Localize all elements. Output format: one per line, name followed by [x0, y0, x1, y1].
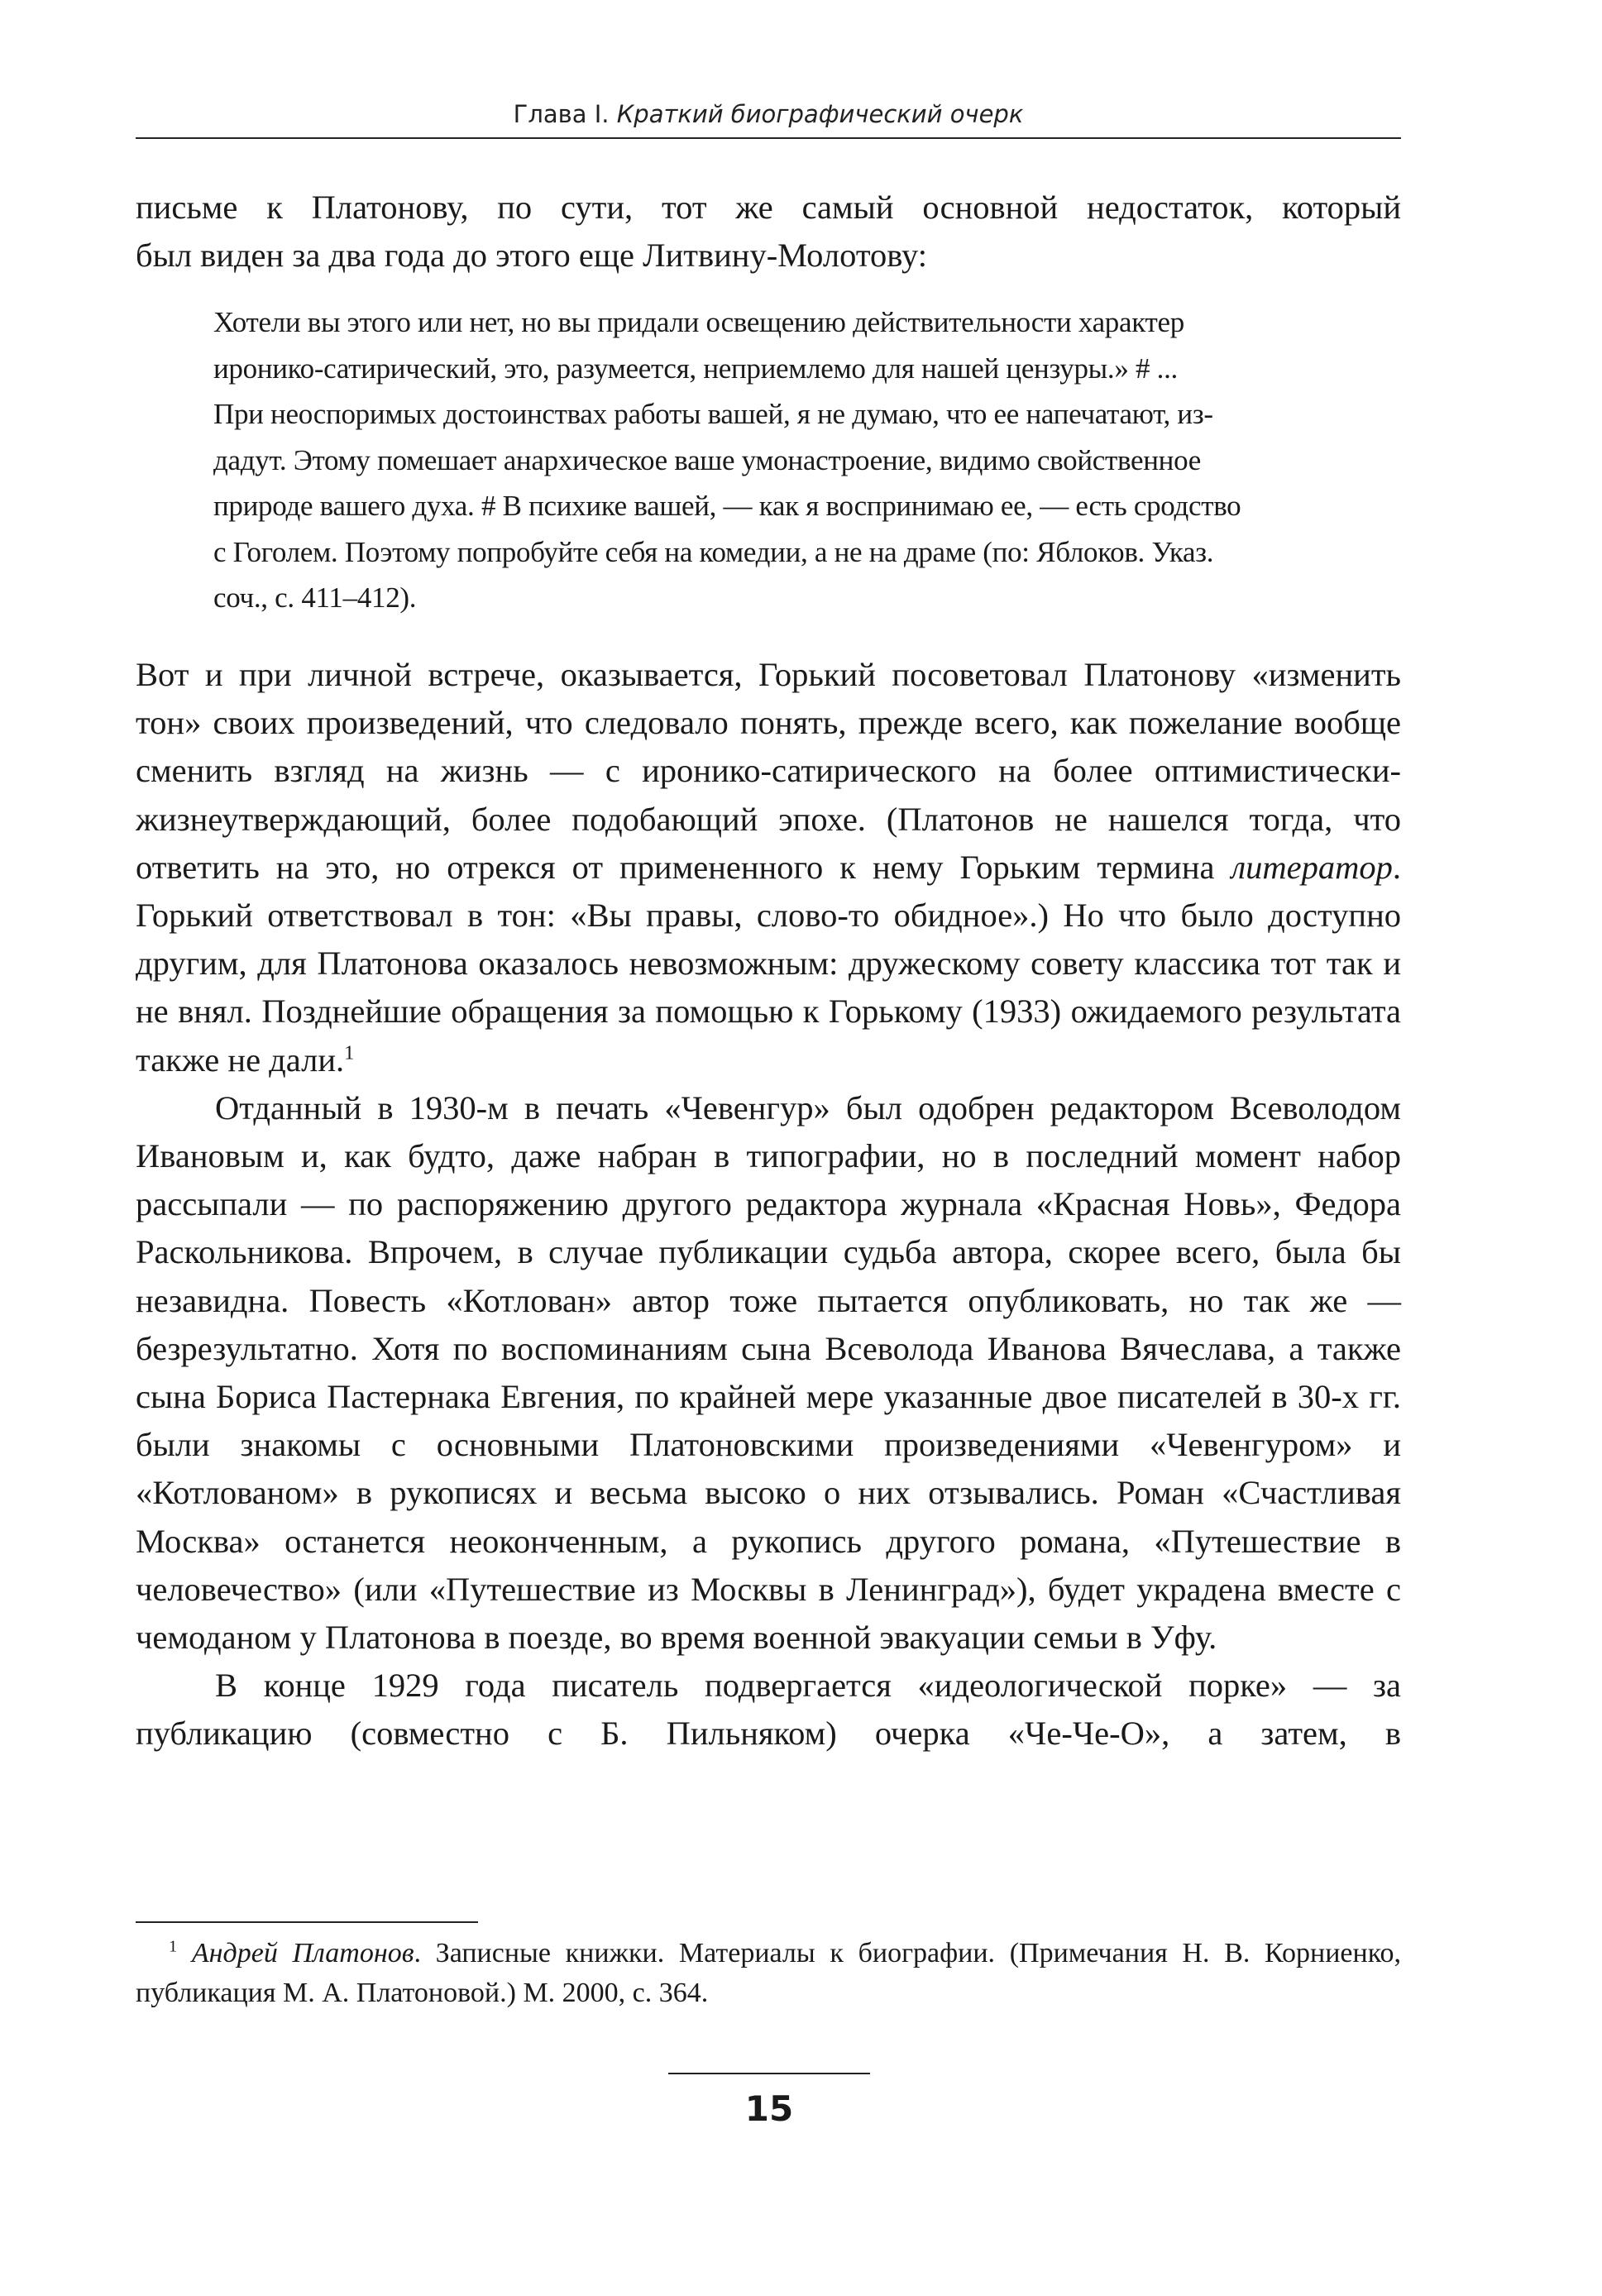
paragraph-gorky-meeting: [136, 651, 1401, 1084]
footnote-number: 1: [169, 1937, 178, 1956]
page-number: 15: [744, 2088, 794, 2129]
header-rule: [136, 137, 1401, 139]
body-text: [136, 651, 1401, 1758]
quote-line: Хотели вы этого или нет, но вы придали освещению действительности характер: [213, 306, 1184, 338]
footnote-rule: [136, 1921, 478, 1923]
intro-line: письме к Платонову, по сути, тот же самый основной недостаток, который: [136, 189, 1401, 226]
quote-line: дадут. Этому помешает анархическое ваше умонастроение, видимо свойственное: [213, 443, 1201, 476]
paragraph-text: Вот и при личной встрече, оказывается, Горький посоветовал Платонову «изменить тон» своих произведений, что следовало понять, прежде всего, как пожелание вообще сменить взгляд на жизнь — с иронико-сатирического на более оптимистически-жизнеутверждающий, более подобающий эпохе. (Платонов не нашелся тогда, что ответить на это, но отрекся от примененного к нему Горьким термина: [136, 656, 1401, 886]
paragraph-1929: В конце 1929 года писатель подвергается «идеологической порке» — за публикацию (совместно с Б. Пильняком) очерка «Че-Че-О», а затем, в: [136, 1667, 1401, 1753]
chapter-title: Краткий биографический очерк: [616, 100, 1024, 128]
quote-line: с Гоголем. Поэтому попробуйте себя на комедии, а не на драме (по: Яблоков. Указ.: [213, 535, 1214, 568]
footnote-author: Андрей Платонов: [191, 1938, 414, 1968]
quote-line: соч., с. 411–412).: [213, 581, 417, 614]
running-head: [136, 98, 1401, 131]
chapter-label: Глава I.: [513, 100, 610, 128]
footnote-text: . Записные книжки. Материалы к биографии. (Примечания Н. В. Корниенко, публикация М. А. Платоновой.) М. 2000, с. 364.: [136, 1938, 1402, 2008]
intro-line: был виден за два года до этого еще Литвину-Молотову:: [136, 237, 927, 275]
paragraph-text: . Горький ответствовал в тон: «Вы правы, слово-то обидное».) Но что было доступно другим, для Платонова оказалось невозможным: дружескому совету классика тот так и не внял. Позднейшие обращения за помощью к Горькому (1933) ожидаемого результата также не дали.: [136, 848, 1401, 1079]
quote-line: При неоспоримых достоинствах работы вашей, я не думаю, что ее напечатают, из-: [213, 398, 1213, 430]
footnote-reference[interactable]: 1: [344, 1041, 355, 1064]
page-number-rule: [668, 2073, 870, 2074]
quote-line: иронико-сатирический, это, разумеется, неприемлемо для нашей цензуры.» # ...: [213, 352, 1178, 385]
italic-term: литератор: [1231, 848, 1393, 886]
intro-paragraph: [136, 184, 1401, 280]
block-quote: [213, 299, 1388, 621]
quote-line: природе вашего духа. # В психике вашей, — как я воспринимаю ее, — есть сродство: [213, 490, 1241, 522]
paragraph-chevengur: Отданный в 1930-м в печать «Чевенгур» был одобрен редактором Всеволодом Ивановым и, как будто, даже набран в типографии, но в последний момент набор рассыпали — по распоряжению другого редактора журнала «Красная Новь», Федора Раскольникова. Впрочем, в случае публикации судьба автора, скорее всего, была бы незавидна. Повесть «Котлован» автор тоже пытается опубликовать, но так же — безрезультатно. Хотя по воспоминаниям сына Всеволода Иванова Вячеслава, а также сына Бориса Пастернака Евгения, по крайней мере указанные двое писателей в 30-х гг. были знакомы с основными Платоновскими произведениями «Чевенгуром» и «Котлованом» в рукописях и весьма высоко о них отзывались. Роман «Счастливая Москва» останется неоконченным, а рукопись другого романа, «Путешествие в человечество» (или «Путешествие из Москвы в Ленинград»), будет украдена вместе с чемоданом у Платонова в поезде, во время военной эвакуации семьи в Уфу.: [136, 1088, 1401, 1657]
footnote: [136, 1934, 1401, 2013]
